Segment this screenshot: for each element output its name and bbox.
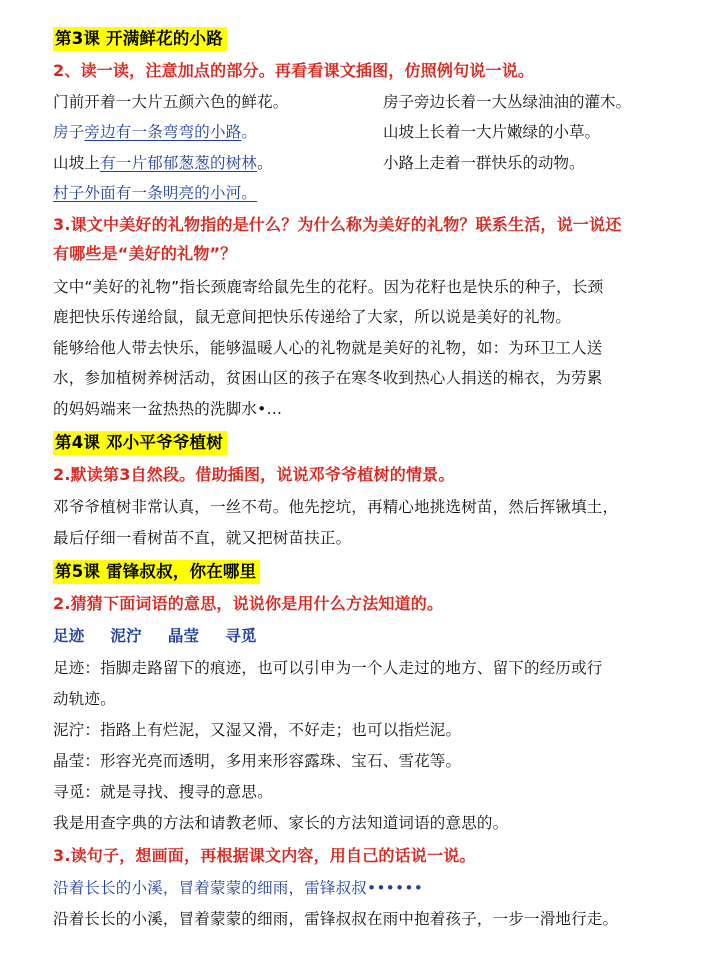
example-row-3 [53, 152, 690, 174]
lesson5-question3: 3.读句子，想画面，再根据课文内容，用自己的话说一说。 [53, 846, 476, 865]
answer-line: 我是用查字典的方法和请教老师、家长的方法知道词语的意思的。 [53, 814, 509, 832]
question3-example: 沿着长长的小溪，冒着蒙蒙的细雨，雷锋叔叔•••••• [53, 879, 424, 897]
example-end: 。 [257, 154, 273, 172]
example-end: 。 [241, 123, 258, 141]
answer-line: 鹿把快乐传递给鼠，鼠无意间把快乐传递给了大家，所以说是美好的礼物。 [53, 308, 572, 326]
lesson3-heading [53, 27, 690, 51]
example-underlined: 有一片郁郁葱葱的树林 [100, 154, 258, 172]
lesson3-question2: 2、读一读，注意加点的部分。再看看课文插图，仿照例句说一说。 [53, 61, 535, 80]
lesson5-question2: 2.猜猜下面词语的意思，说说你是用什么方法知道的。 [53, 594, 444, 613]
answer-line: 足迹：指脚走路留下的痕迹，也可以引申为一个人走过的地方、留下的经历或行 [53, 659, 603, 677]
vocabulary-words [53, 625, 690, 647]
answer-line: 晶莹：形容光亮而透明，多用来形容露珠、宝石、雪花等。 [53, 752, 462, 770]
lesson4-title: 第4课 邓小平爷爷植树 [53, 431, 227, 455]
example-sentence: 房子旁边长着一大丛绿油油的灌木。 [383, 93, 632, 111]
lesson5-title: 第5课 雷锋叔叔，你在哪里 [53, 560, 260, 584]
answer-line: 的妈妈端来一盆热热的洗脚水•… [53, 400, 283, 418]
example-sentence: 门前开着一大片五颜六色的鲜花。 [53, 93, 289, 111]
vocab-word: 足迹 [53, 627, 85, 645]
vocab-word: 晶莹 [167, 627, 200, 645]
answer-line: 沿着长长的小溪，冒着蒙蒙的细雨，雷锋叔叔在雨中抱着孩子，一步一滑地行走。 [53, 910, 619, 928]
answer-line: 动轨迹。 [53, 690, 116, 708]
answer-line: 寻觅：就是寻找、搜寻的意思。 [53, 783, 273, 801]
lesson3-title: 第3课 开满鲜花的小路 [53, 27, 227, 51]
lesson3-question3-line2: 有哪些是“美好的礼物”？ [53, 244, 237, 263]
lesson5-heading [53, 560, 690, 584]
lesson4-question2: 2.默读第3自然段。借助插图，说说邓爷爷植树的情景。 [53, 465, 455, 484]
answer-line: 水，参加植树养树活动，贫困山区的孩子在寒冬收到热心人捐送的棉衣，为劳累 [53, 369, 603, 387]
vocab-word: 寻觅 [225, 627, 257, 645]
example-row-4: 村子外面有一条明亮的小河。 [53, 184, 258, 202]
lesson3-question3-line1: 3.课文中美好的礼物指的是什么？为什么称为美好的礼物？联系生活，说一说还 [53, 215, 622, 234]
answer-line: 文中“美好的礼物”指长颈鹿寄给鼠先生的花籽。因为花籽也是快乐的种子，长颈 [53, 278, 604, 296]
answer-line: 泥泞：指路上有烂泥，又湿又滑，不好走；也可以指烂泥。 [53, 721, 462, 739]
example-prefix: 山坡上 [53, 154, 101, 172]
answer-line: 邓爷爷植树非常认真，一丝不苟。他先挖坑，再精心地挑选树苗，然后挥锹填土， [53, 498, 619, 516]
example-sentence: 小路上走着一群快乐的动物。 [383, 154, 585, 172]
example-sentence: 山坡上长着一大片嫩绿的小草。 [383, 123, 601, 141]
vocab-word: 泥泞 [110, 627, 142, 645]
example-underlined: 旁边有一条弯弯的小路 [84, 123, 242, 141]
answer-line: 能够给他人带去快乐，能够温暖人心的礼物就是美好的礼物，如：为环卫工人送 [53, 339, 603, 357]
lesson4-heading [53, 431, 690, 455]
example-prefix: 房子 [53, 123, 85, 141]
answer-line: 最后仔细一看树苗不直，就又把树苗扶正。 [53, 529, 352, 547]
